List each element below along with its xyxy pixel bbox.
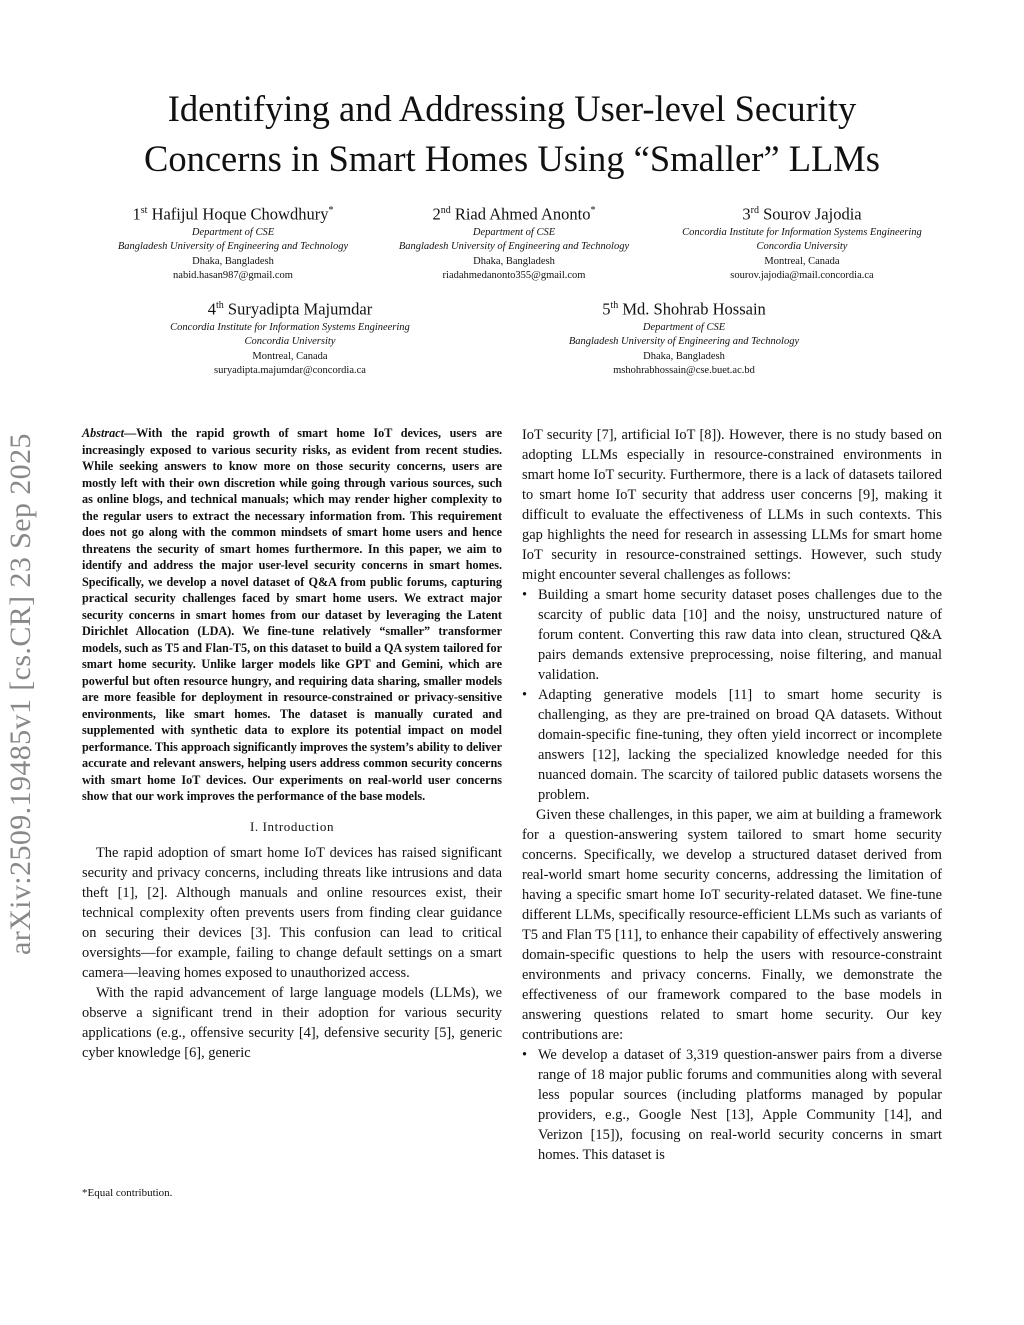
- intro-paragraph-1: The rapid adoption of smart home IoT devices has raised significant security and privacy concerns, including threats like intrusions and data theft [1], [2]. Although manuals and online resources exist, their technical complexity often prevents users from finding clear guidance on securing their devices [3]. This confusion can lead to critical oversights—for example, failing to change default settings on a smart camera—leaving homes exposed to unauthorized access.: [82, 844, 502, 981]
- author-email: suryadipta.majumdar@concordia.ca: [214, 365, 366, 376]
- author-institution: Concordia University: [244, 336, 336, 347]
- paper-title: [60, 84, 964, 184]
- author-location: Dhaka, Bangladesh: [473, 255, 555, 267]
- author-institution: Bangladesh University of Engineering and Technology: [117, 241, 349, 252]
- author-dept: Concordia Institute for Information Systems Engineering: [682, 226, 922, 238]
- author-location: Montreal, Canada: [252, 350, 328, 362]
- author-name-line: 2nd Riad Ahmed Anonto*: [432, 204, 596, 224]
- bullet-icon: •: [522, 687, 528, 703]
- abstract-text: —With the rapid growth of smart home IoT devices, users are increasingly exposed to various security risks, as evident from recent studies. While seeking answers to know more on those security concerns, users are mostly left with their own discretion while going through various sources, such as online blogs, and technical manuals; which may render higher complexity to the regular users to extract the necessary information from. This requirement does not go along with the common mindsets of smart home users and hence threatens the security of smart homes furthermore. In this paper, we aim to identify and address the major user-level security concerns in smart homes. Specifically, we develop a novel dataset of Q&A from public forums, capturing practical security challenges faced by smart home users. We extract major security concerns in smart homes from our dataset by leveraging the Latent Dirichlet Allocation (LDA). We fine-tune relatively “smaller” transformer models, such as T5 and Flan-T5, on this dataset to build a QA system tailored for smart home security. Unlike larger models like GPT and Gemini, which are powerful but often resource hungry, and requiring data sharing, smaller models are more feasible for deployment in resource-constrained or privacy-sensitive environments, like smart homes. The dataset is manually curated and supplemented with synthetic data to explore its potential impact on model performance. This approach significantly improves the system’s ability to deliver accurate and relevant answers, helping users address common security concerns with smart home IoT devices. Our experiments on real-world user concerns show that our work improves the performance of the base models.: [82, 426, 502, 803]
- list-item: • We develop a dataset of 3,319 question-answer pairs from a diverse range of 18 major public forums and communities along with several less popular sources (including platforms managed by popular providers, e.g., Google Nest [13], Apple Community [14], and Verizon [15]), focusing on real-world security concerns in smart homes. This dataset is: [522, 1047, 942, 1163]
- author-institution: Bangladesh University of Engineering and Technology: [568, 336, 800, 347]
- author-block-5: [540, 295, 828, 379]
- bullet-icon: •: [522, 587, 528, 603]
- title-line-1: Identifying and Addressing User-level Security: [167, 88, 857, 129]
- author-name-line: 1st Hafijul Hoque Chowdhury*: [132, 204, 334, 224]
- author-location: Dhaka, Bangladesh: [643, 350, 725, 362]
- author-name-line: 5th Md. Shohrab Hossain: [602, 299, 766, 319]
- author-block-3: [660, 200, 944, 284]
- right-paragraph-2: Given these challenges, in this paper, we aim at building a framework for a question-answering system tailored to smart home security concerns. Specifically, we develop a structured dataset derived from real-world smart home security concerns, addressing the limitation of having a specific smart home IoT security-related dataset. We fine-tune different LLMs, specifically resource-efficient LLMs such as variants of T5 and Flan T5 [11], to enhance their capability of effectively answering domain-specific questions to help the users with resource-constraint environments and privacy concerns. Finally, we demonstrate the effectiveness of our framework compared to the base models in answering questions related to smart home security. Our key contributions are:: [522, 807, 942, 1043]
- author-dept: Concordia Institute for Information Systems Engineering: [170, 321, 410, 333]
- author-dept: Department of CSE: [472, 226, 556, 238]
- left-column: [82, 425, 502, 1063]
- author-institution: Concordia University: [756, 241, 848, 252]
- author-location: Dhaka, Bangladesh: [192, 255, 274, 267]
- author-email: riadahmedanonto355@gmail.com: [442, 270, 586, 281]
- abstract: [82, 425, 502, 805]
- bullet-icon: •: [522, 1047, 528, 1063]
- author-institution: Bangladesh University of Engineering and Technology: [398, 241, 630, 252]
- author-name-line: 4th Suryadipta Majumdar: [207, 299, 373, 319]
- section-heading-introduction: I. Introduction: [249, 818, 335, 834]
- author-block-4: [140, 295, 440, 379]
- author-dept: Department of CSE: [191, 226, 275, 238]
- author-location: Montreal, Canada: [764, 255, 840, 267]
- intro-paragraph-2: With the rapid advancement of large language models (LLMs), we observe a significant trend in their adoption for various security applications (e.g., offensive security [4], defensive security [5], generic cyber knowledge [6], generic: [82, 984, 502, 1061]
- list-item: • Adapting generative models [11] to smart home security is challenging, as they are pre-trained on broad QA datasets. Without domain-specific fine-tuning, they often yield incorrect or incomplete answers [12], lacking the specialized knowledge needed for this nuanced domain. The scarcity of tailored public datasets worsens the problem.: [522, 687, 942, 803]
- right-paragraph-1: IoT security [7], artificial IoT [8]). However, there is no study based on adopting LLMs especially in resource-constrained environments in smart home IoT security. Furthermore, there is a lack of datasets tailored to smart home IoT security that address user concerns [9], making it difficult to evaluate the effectiveness of LLMs in such contexts. This gap highlights the need for research in assessing LLMs for smart home IoT security in resource-constrained settings. However, such study might encounter several challenges as follows:: [522, 427, 942, 583]
- contributions-list: [522, 1045, 942, 1165]
- right-column: [522, 425, 942, 1165]
- list-item: • Building a smart home security dataset poses challenges due to the scarcity of public data [10] and the noisy, unstructured nature of forum content. Converting this raw data into clean, structured Q&A pairs demands extensive preprocessing, noise filtering, and manual validation.: [522, 587, 942, 683]
- challenges-list: [522, 585, 942, 805]
- abstract-lead: Abstract: [82, 426, 124, 440]
- author-name-line: 3rd Sourov Jajodia: [742, 204, 862, 224]
- author-block-1: [90, 200, 376, 284]
- author-email: nabid.hasan987@gmail.com: [173, 270, 293, 281]
- arxiv-stamp: arXiv:2509.19485v1 [cs.CR] 23 Sep 2025: [4, 433, 37, 955]
- author-email: mshohrabhossain@cse.buet.ac.bd: [613, 365, 755, 376]
- title-line-2: Concerns in Smart Homes Using “Smaller” LLMs: [144, 138, 880, 179]
- author-email: sourov.jajodia@mail.concordia.ca: [730, 270, 874, 281]
- author-block-2: [376, 200, 652, 284]
- footnote: *Equal contribution.: [82, 1187, 173, 1199]
- author-dept: Department of CSE: [642, 321, 726, 333]
